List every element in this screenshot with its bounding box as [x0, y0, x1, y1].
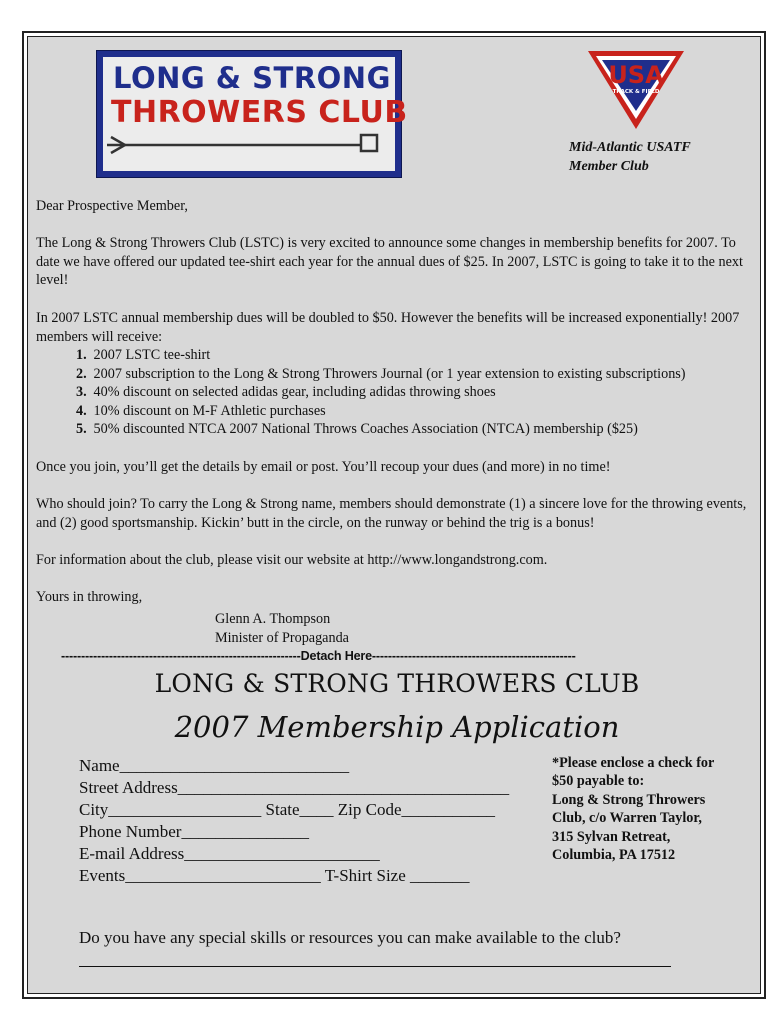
list-item: 3. 40% discount on selected adidas gear, including adidas throwing shoes	[76, 384, 496, 401]
closing: Yours in throwing,	[36, 589, 143, 605]
usatf-mark: USA	[608, 61, 664, 89]
application-title: LONG & STRONG THROWERS CLUB	[154, 669, 640, 698]
skills-answer-field[interactable]	[79, 966, 671, 967]
club-affiliation: Mid-Atlantic USATF Member Club	[569, 140, 691, 174]
application-subtitle: 2007 Membership Application	[174, 710, 620, 744]
payment-notice: *Please enclose a check for $50 payable to: Long & Strong Throwers Club, c/o Warren Taylor, 315 Sylvan Retreat, Columbia, PA 17512	[552, 755, 715, 864]
signature-block	[215, 610, 349, 647]
hammer-throw-icon	[103, 131, 393, 171]
logo-line2: THROWERS CLUB	[111, 95, 408, 130]
page-border	[22, 31, 766, 999]
club-logo	[96, 50, 408, 178]
list-item: 1. 2007 LSTC tee-shirt	[76, 347, 211, 363]
name-field[interactable]: Name___________________________	[79, 756, 350, 775]
document-panel	[27, 36, 761, 994]
application-form	[79, 755, 509, 887]
signer-name: Glenn A. Thompson	[215, 611, 331, 627]
paragraph-website: For information about the club, please visit our website at http://www.longandstrong.com.	[36, 552, 548, 568]
list-item: 5. 50% discounted NTCA 2007 National Throws Coaches Association (NTCA) membership ($25)	[76, 421, 638, 438]
signer-title: Minister of Propaganda	[215, 629, 349, 646]
greeting: Dear Prospective Member,	[36, 198, 188, 214]
city-state-zip-field[interactable]: City__________________ State____ Zip Code___________	[79, 800, 496, 819]
detach-line: ------------------------------------------------------------Detach Here---------------------------------------------------	[61, 649, 576, 663]
street-address-field[interactable]: Street Address_______________________________________	[79, 778, 510, 797]
paragraph-details: Once you join, you’ll get the details by email or post. You’ll recoup your dues (and more) in no time!	[36, 459, 611, 475]
logo-line1: LONG & STRONG	[113, 61, 391, 95]
paragraph-intro: The Long & Strong Throwers Club (LSTC) is very excited to announce some changes in membership benefits for 2007. To date we have offered our updated tee-shirt each year for the annual dues of $25. In 2007, LSTC is going to take it to the next level!	[36, 235, 743, 289]
benefits-list	[76, 346, 686, 439]
paragraph-dues: In 2007 LSTC annual membership dues will be doubled to $50. However the benefits will be increased exponentially! 2007 members will receive:	[36, 310, 740, 345]
events-tshirt-field[interactable]: Events_______________________ T-Shirt Size _______	[79, 866, 470, 885]
list-item: 4. 10% discount on M-F Athletic purchases	[76, 402, 326, 419]
phone-field[interactable]: Phone Number_______________	[79, 822, 309, 841]
usatf-sub: TRACK & FIELD	[612, 89, 660, 95]
skills-question: Do you have any special skills or resources you can make available to the club?	[79, 928, 621, 947]
usatf-logo-icon	[588, 49, 684, 131]
email-field[interactable]: E-mail Address_______________________	[79, 844, 380, 863]
list-item: 2. 2007 subscription to the Long & Strong Throwers Journal (or 1 year extension to existing subscriptions)	[76, 365, 686, 382]
paragraph-who: Who should join? To carry the Long & Strong name, members should demonstrate (1) a sincere love for the throwing events, and (2) good sportsmanship. Kickin’ butt in the circle, on the runway or behind the trig is a bonus!	[36, 496, 747, 531]
